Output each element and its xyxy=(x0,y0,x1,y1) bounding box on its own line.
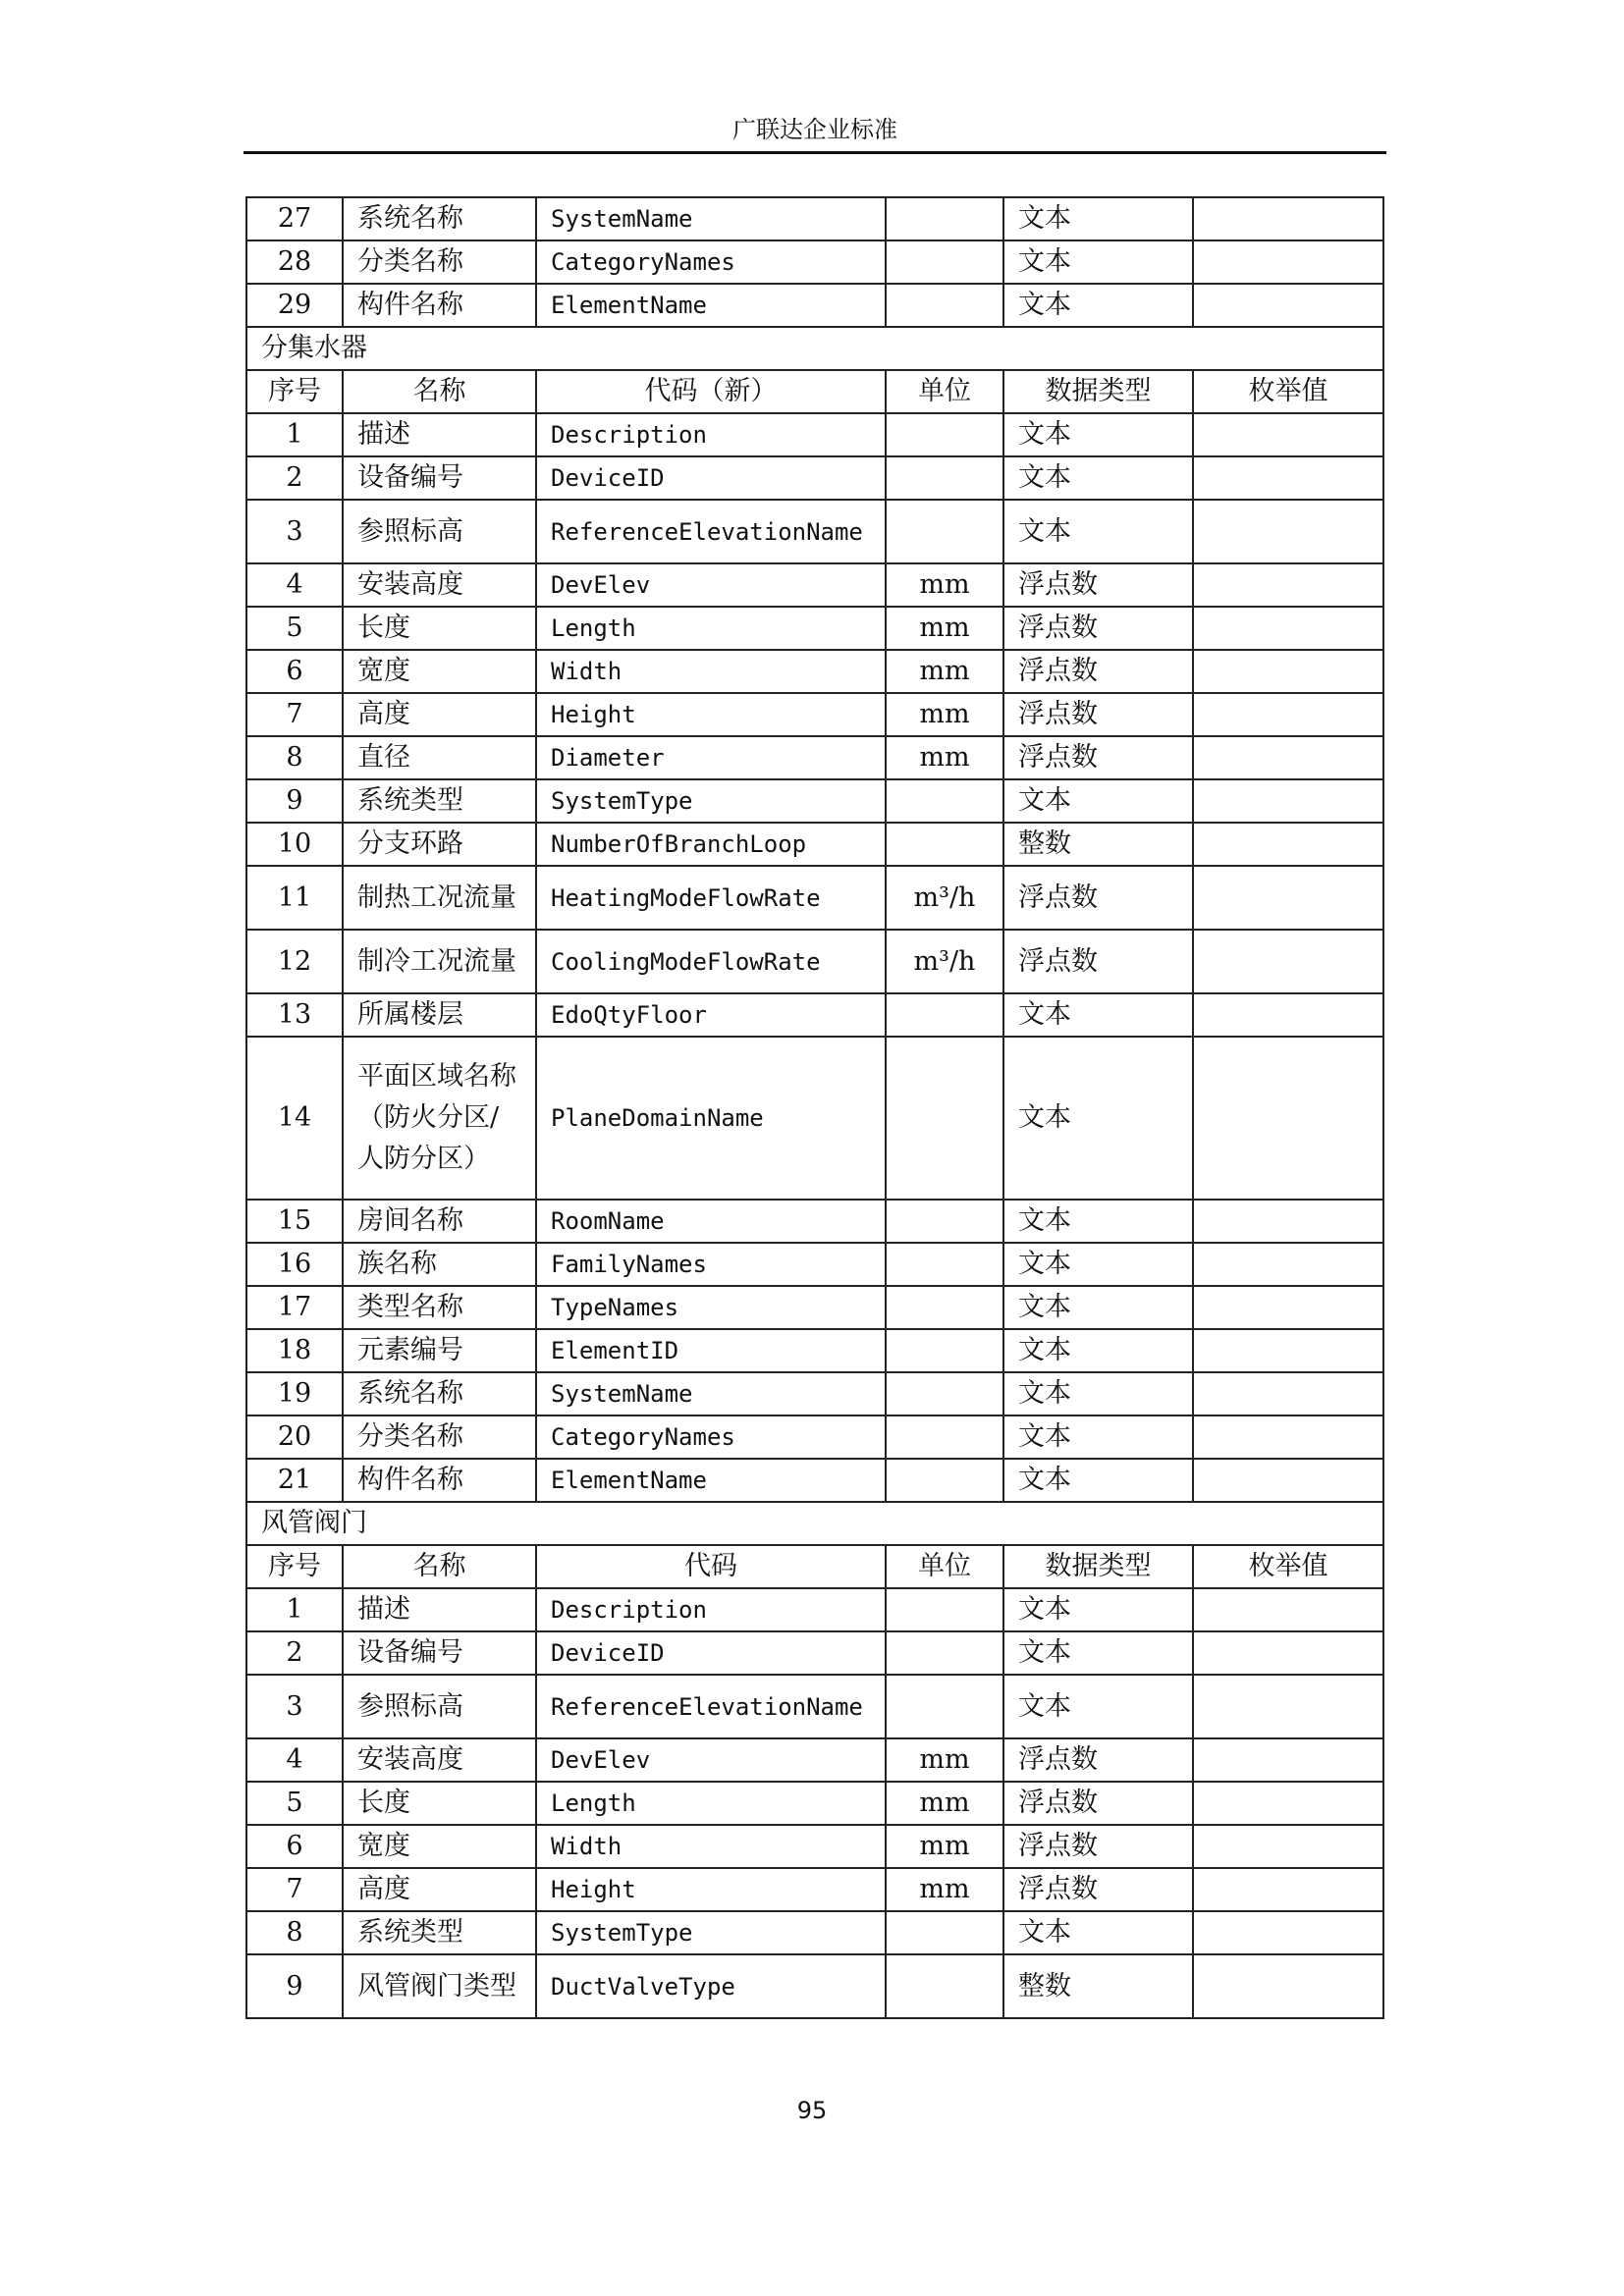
row-number-cell: 6 xyxy=(246,650,343,693)
row-number-cell: 19 xyxy=(246,1372,343,1415)
row-number-cell: 7 xyxy=(246,693,343,736)
row-code-cell: DeviceID xyxy=(536,1631,886,1675)
row-enum-cell xyxy=(1193,823,1383,866)
row-type-cell: 浮点数 xyxy=(1003,930,1193,993)
row-enum-cell xyxy=(1193,413,1383,456)
col-header-type: 数据类型 xyxy=(1003,370,1193,413)
row-type-cell: 浮点数 xyxy=(1003,1738,1193,1782)
row-type-cell: 文本 xyxy=(1003,1675,1193,1738)
row-number-cell: 21 xyxy=(246,1459,343,1502)
row-enum-cell xyxy=(1193,1372,1383,1415)
row-enum-cell xyxy=(1193,779,1383,823)
row-enum-cell xyxy=(1193,500,1383,563)
row-name-cell: 直径 xyxy=(343,736,536,779)
row-unit-cell: m³/h xyxy=(886,866,1003,930)
row-number-cell: 9 xyxy=(246,779,343,823)
row-type-cell: 浮点数 xyxy=(1003,1782,1193,1825)
row-unit-cell xyxy=(886,1911,1003,1954)
table-row xyxy=(246,1868,1383,1911)
row-type-cell: 文本 xyxy=(1003,1329,1193,1372)
row-code-cell: Width xyxy=(536,1825,886,1868)
row-enum-cell xyxy=(1193,1243,1383,1286)
row-code-cell: CoolingModeFlowRate xyxy=(536,930,886,993)
table-row xyxy=(246,1911,1383,1954)
row-name-cell: 系统类型 xyxy=(343,779,536,823)
row-code-cell: RoomName xyxy=(536,1200,886,1243)
row-type-cell: 文本 xyxy=(1003,1911,1193,1954)
row-unit-cell xyxy=(886,779,1003,823)
row-unit-cell: mm xyxy=(886,1782,1003,1825)
row-number-cell: 9 xyxy=(246,1954,343,2018)
row-number-cell: 17 xyxy=(246,1286,343,1329)
row-code-cell: SystemName xyxy=(536,197,886,240)
table-row xyxy=(246,1459,1383,1502)
row-number-cell: 20 xyxy=(246,1415,343,1459)
table-row xyxy=(246,1782,1383,1825)
row-enum-cell xyxy=(1193,197,1383,240)
row-unit-cell: mm xyxy=(886,1868,1003,1911)
page-header: 广联达企业标准 xyxy=(732,116,897,143)
section-title-row xyxy=(246,327,1383,370)
row-type-cell: 文本 xyxy=(1003,284,1193,327)
table-row xyxy=(246,1037,1383,1200)
row-number-cell: 18 xyxy=(246,1329,343,1372)
row-type-cell: 整数 xyxy=(1003,823,1193,866)
row-code-cell: Description xyxy=(536,1588,886,1631)
row-enum-cell xyxy=(1193,1782,1383,1825)
row-code-cell: HeatingModeFlowRate xyxy=(536,866,886,930)
row-type-cell: 文本 xyxy=(1003,993,1193,1037)
row-code-cell: Length xyxy=(536,607,886,650)
column-header-row xyxy=(246,370,1383,413)
row-name-cell: 平面区域名称（防火分区/人防分区） xyxy=(343,1037,536,1200)
section-title-row xyxy=(246,1502,1383,1545)
header-divider xyxy=(244,151,1386,154)
row-code-cell: ElementName xyxy=(536,284,886,327)
row-name-cell: 设备编号 xyxy=(343,456,536,500)
row-type-cell: 文本 xyxy=(1003,456,1193,500)
row-type-cell: 整数 xyxy=(1003,1954,1193,2018)
page-number: 95 xyxy=(796,2097,828,2124)
table-row xyxy=(246,1825,1383,1868)
row-code-cell: SystemName xyxy=(536,1372,886,1415)
row-name-cell: 类型名称 xyxy=(343,1286,536,1329)
row-enum-cell xyxy=(1193,650,1383,693)
row-name-cell: 系统名称 xyxy=(343,197,536,240)
table-row xyxy=(246,1372,1383,1415)
row-number-cell: 14 xyxy=(246,1037,343,1200)
row-name-cell: 描述 xyxy=(343,1588,536,1631)
col-header-code: 代码 xyxy=(536,1545,886,1588)
row-type-cell: 文本 xyxy=(1003,1286,1193,1329)
row-unit-cell xyxy=(886,413,1003,456)
table-row xyxy=(246,1738,1383,1782)
row-type-cell: 文本 xyxy=(1003,1200,1193,1243)
row-name-cell: 构件名称 xyxy=(343,284,536,327)
row-unit-cell xyxy=(886,1286,1003,1329)
table-row xyxy=(246,1329,1383,1372)
row-enum-cell xyxy=(1193,1200,1383,1243)
table-row xyxy=(246,866,1383,930)
row-code-cell: ReferenceElevationName xyxy=(536,1675,886,1738)
row-unit-cell xyxy=(886,500,1003,563)
row-number-cell: 16 xyxy=(246,1243,343,1286)
col-header-number: 序号 xyxy=(246,370,343,413)
col-header-number: 序号 xyxy=(246,1545,343,1588)
row-unit-cell: m³/h xyxy=(886,930,1003,993)
row-enum-cell xyxy=(1193,1286,1383,1329)
row-type-cell: 文本 xyxy=(1003,779,1193,823)
col-header-enum: 枚举值 xyxy=(1193,1545,1383,1588)
row-enum-cell xyxy=(1193,284,1383,327)
row-enum-cell xyxy=(1193,993,1383,1037)
section-title: 风管阀门 xyxy=(246,1502,1383,1545)
row-unit-cell xyxy=(886,823,1003,866)
row-enum-cell xyxy=(1193,866,1383,930)
row-unit-cell: mm xyxy=(886,1738,1003,1782)
table-row xyxy=(246,650,1383,693)
row-enum-cell xyxy=(1193,563,1383,607)
row-name-cell: 安装高度 xyxy=(343,1738,536,1782)
row-enum-cell xyxy=(1193,930,1383,993)
row-unit-cell xyxy=(886,1415,1003,1459)
row-enum-cell xyxy=(1193,456,1383,500)
row-name-cell: 分支环路 xyxy=(343,823,536,866)
row-unit-cell xyxy=(886,1954,1003,2018)
table-row xyxy=(246,736,1383,779)
col-header-unit: 单位 xyxy=(886,370,1003,413)
row-type-cell: 文本 xyxy=(1003,1588,1193,1631)
row-name-cell: 制冷工况流量 xyxy=(343,930,536,993)
row-enum-cell xyxy=(1193,240,1383,284)
row-name-cell: 宽度 xyxy=(343,1825,536,1868)
col-header-name: 名称 xyxy=(343,1545,536,1588)
attribute-table xyxy=(245,196,1384,2019)
row-name-cell: 元素编号 xyxy=(343,1329,536,1372)
row-code-cell: ReferenceElevationName xyxy=(536,500,886,563)
row-name-cell: 宽度 xyxy=(343,650,536,693)
row-unit-cell xyxy=(886,197,1003,240)
table-row xyxy=(246,284,1383,327)
table-row xyxy=(246,779,1383,823)
row-number-cell: 13 xyxy=(246,993,343,1037)
row-code-cell: Width xyxy=(536,650,886,693)
table-row xyxy=(246,1200,1383,1243)
row-name-cell: 构件名称 xyxy=(343,1459,536,1502)
row-enum-cell xyxy=(1193,693,1383,736)
table-row xyxy=(246,930,1383,993)
row-type-cell: 浮点数 xyxy=(1003,563,1193,607)
row-enum-cell xyxy=(1193,1738,1383,1782)
row-number-cell: 28 xyxy=(246,240,343,284)
row-name-cell: 族名称 xyxy=(343,1243,536,1286)
section-title: 分集水器 xyxy=(246,327,1383,370)
row-code-cell: ElementName xyxy=(536,1459,886,1502)
row-code-cell: DeviceID xyxy=(536,456,886,500)
row-number-cell: 1 xyxy=(246,413,343,456)
row-code-cell: SystemType xyxy=(536,779,886,823)
row-type-cell: 文本 xyxy=(1003,240,1193,284)
row-unit-cell: mm xyxy=(886,693,1003,736)
col-header-type: 数据类型 xyxy=(1003,1545,1193,1588)
row-number-cell: 27 xyxy=(246,197,343,240)
row-code-cell: NumberOfBranchLoop xyxy=(536,823,886,866)
col-header-code: 代码（新） xyxy=(536,370,886,413)
table-row xyxy=(246,563,1383,607)
row-number-cell: 15 xyxy=(246,1200,343,1243)
row-code-cell: Height xyxy=(536,1868,886,1911)
row-name-cell: 系统类型 xyxy=(343,1911,536,1954)
row-name-cell: 分类名称 xyxy=(343,240,536,284)
table-row xyxy=(246,1588,1383,1631)
row-number-cell: 3 xyxy=(246,500,343,563)
row-unit-cell xyxy=(886,1037,1003,1200)
row-enum-cell xyxy=(1193,1825,1383,1868)
table-row xyxy=(246,1631,1383,1675)
row-number-cell: 1 xyxy=(246,1588,343,1631)
row-code-cell: SystemType xyxy=(536,1911,886,1954)
row-type-cell: 浮点数 xyxy=(1003,1868,1193,1911)
row-code-cell: DevElev xyxy=(536,563,886,607)
row-type-cell: 浮点数 xyxy=(1003,736,1193,779)
row-number-cell: 2 xyxy=(246,456,343,500)
row-code-cell: FamilyNames xyxy=(536,1243,886,1286)
row-unit-cell xyxy=(886,1459,1003,1502)
row-code-cell: Height xyxy=(536,693,886,736)
row-type-cell: 文本 xyxy=(1003,1372,1193,1415)
row-type-cell: 文本 xyxy=(1003,1415,1193,1459)
row-name-cell: 系统名称 xyxy=(343,1372,536,1415)
row-code-cell: Description xyxy=(536,413,886,456)
row-type-cell: 浮点数 xyxy=(1003,866,1193,930)
row-type-cell: 文本 xyxy=(1003,413,1193,456)
row-number-cell: 10 xyxy=(246,823,343,866)
row-code-cell: DuctValveType xyxy=(536,1954,886,2018)
row-enum-cell xyxy=(1193,1329,1383,1372)
row-unit-cell: mm xyxy=(886,736,1003,779)
table-row xyxy=(246,1286,1383,1329)
col-header-unit: 单位 xyxy=(886,1545,1003,1588)
row-unit-cell xyxy=(886,1675,1003,1738)
row-type-cell: 文本 xyxy=(1003,1631,1193,1675)
row-enum-cell xyxy=(1193,1954,1383,2018)
row-enum-cell xyxy=(1193,1911,1383,1954)
row-unit-cell: mm xyxy=(886,650,1003,693)
row-name-cell: 参照标高 xyxy=(343,1675,536,1738)
column-header-row xyxy=(246,1545,1383,1588)
row-name-cell: 房间名称 xyxy=(343,1200,536,1243)
table-row xyxy=(246,823,1383,866)
row-type-cell: 浮点数 xyxy=(1003,650,1193,693)
table-row xyxy=(246,1415,1383,1459)
row-code-cell: Length xyxy=(536,1782,886,1825)
row-enum-cell xyxy=(1193,1037,1383,1200)
row-code-cell: TypeNames xyxy=(536,1286,886,1329)
col-header-enum: 枚举值 xyxy=(1193,370,1383,413)
row-code-cell: EdoQtyFloor xyxy=(536,993,886,1037)
table-row xyxy=(246,1243,1383,1286)
row-name-cell: 长度 xyxy=(343,1782,536,1825)
row-number-cell: 6 xyxy=(246,1825,343,1868)
table-row xyxy=(246,413,1383,456)
row-number-cell: 11 xyxy=(246,866,343,930)
row-type-cell: 文本 xyxy=(1003,1243,1193,1286)
row-type-cell: 文本 xyxy=(1003,500,1193,563)
row-code-cell: CategoryNames xyxy=(536,1415,886,1459)
row-code-cell: ElementID xyxy=(536,1329,886,1372)
row-name-cell: 描述 xyxy=(343,413,536,456)
table-row xyxy=(246,993,1383,1037)
row-unit-cell xyxy=(886,240,1003,284)
row-unit-cell xyxy=(886,1631,1003,1675)
row-name-cell: 安装高度 xyxy=(343,563,536,607)
row-type-cell: 文本 xyxy=(1003,1459,1193,1502)
row-number-cell: 29 xyxy=(246,284,343,327)
row-number-cell: 8 xyxy=(246,1911,343,1954)
row-number-cell: 4 xyxy=(246,563,343,607)
row-enum-cell xyxy=(1193,736,1383,779)
row-type-cell: 浮点数 xyxy=(1003,1825,1193,1868)
row-number-cell: 7 xyxy=(246,1868,343,1911)
row-enum-cell xyxy=(1193,1588,1383,1631)
table-row xyxy=(246,1675,1383,1738)
col-header-name: 名称 xyxy=(343,370,536,413)
row-unit-cell xyxy=(886,993,1003,1037)
row-enum-cell xyxy=(1193,1415,1383,1459)
row-code-cell: Diameter xyxy=(536,736,886,779)
row-number-cell: 4 xyxy=(246,1738,343,1782)
table-row xyxy=(246,500,1383,563)
row-enum-cell xyxy=(1193,1631,1383,1675)
table-row xyxy=(246,693,1383,736)
row-code-cell: PlaneDomainName xyxy=(536,1037,886,1200)
row-code-cell: DevElev xyxy=(536,1738,886,1782)
row-type-cell: 浮点数 xyxy=(1003,693,1193,736)
row-number-cell: 2 xyxy=(246,1631,343,1675)
row-name-cell: 设备编号 xyxy=(343,1631,536,1675)
row-number-cell: 12 xyxy=(246,930,343,993)
row-type-cell: 文本 xyxy=(1003,1037,1193,1200)
table-row xyxy=(246,456,1383,500)
row-name-cell: 参照标高 xyxy=(343,500,536,563)
row-name-cell: 长度 xyxy=(343,607,536,650)
attribute-table-body xyxy=(246,197,1383,2018)
row-number-cell: 8 xyxy=(246,736,343,779)
row-number-cell: 3 xyxy=(246,1675,343,1738)
row-unit-cell xyxy=(886,1372,1003,1415)
row-name-cell: 风管阀门类型 xyxy=(343,1954,536,2018)
row-enum-cell xyxy=(1193,1868,1383,1911)
row-name-cell: 制热工况流量 xyxy=(343,866,536,930)
row-unit-cell xyxy=(886,284,1003,327)
row-unit-cell xyxy=(886,1200,1003,1243)
row-name-cell: 高度 xyxy=(343,1868,536,1911)
row-code-cell: CategoryNames xyxy=(536,240,886,284)
table-row xyxy=(246,607,1383,650)
row-unit-cell xyxy=(886,456,1003,500)
row-unit-cell: mm xyxy=(886,563,1003,607)
row-unit-cell xyxy=(886,1588,1003,1631)
row-type-cell: 文本 xyxy=(1003,197,1193,240)
row-enum-cell xyxy=(1193,1459,1383,1502)
table-row xyxy=(246,197,1383,240)
table-row xyxy=(246,240,1383,284)
row-number-cell: 5 xyxy=(246,1782,343,1825)
row-number-cell: 5 xyxy=(246,607,343,650)
table-row xyxy=(246,1954,1383,2018)
row-name-cell: 高度 xyxy=(343,693,536,736)
row-name-cell: 所属楼层 xyxy=(343,993,536,1037)
row-enum-cell xyxy=(1193,607,1383,650)
row-unit-cell xyxy=(886,1243,1003,1286)
row-unit-cell: mm xyxy=(886,607,1003,650)
row-unit-cell xyxy=(886,1329,1003,1372)
row-type-cell: 浮点数 xyxy=(1003,607,1193,650)
row-name-cell: 分类名称 xyxy=(343,1415,536,1459)
row-enum-cell xyxy=(1193,1675,1383,1738)
row-unit-cell: mm xyxy=(886,1825,1003,1868)
